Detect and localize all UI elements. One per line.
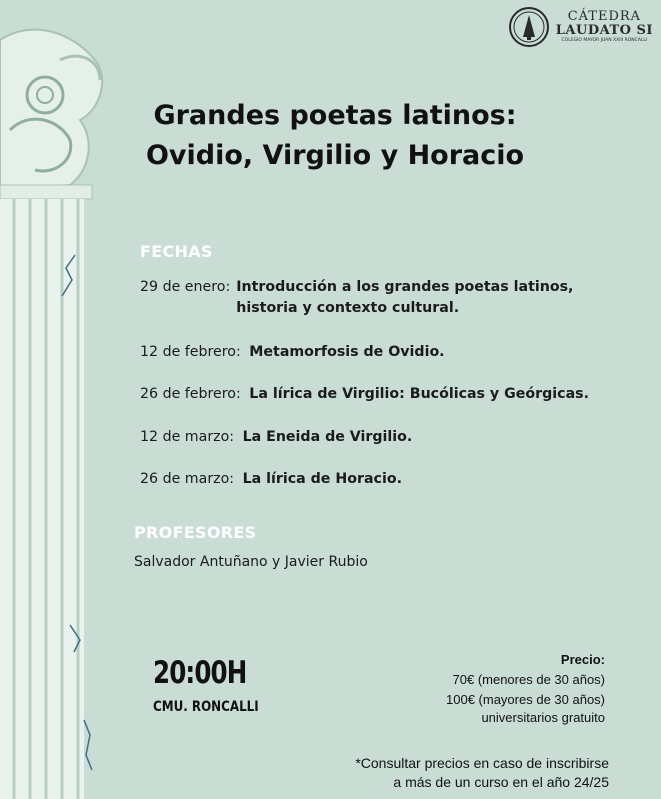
logo-line-1: CÁTEDRA <box>567 9 642 24</box>
pricing-note <box>355 754 609 792</box>
session-topic: Metamorfosis de Ovidio. <box>249 344 445 360</box>
price-line: universitarios gratuito <box>481 710 605 725</box>
price-line: 70€ (menores de 30 años) <box>452 672 605 687</box>
session-topic: La lírica de Virgilio: Bucólicas y Geórgicas. <box>249 386 589 402</box>
session-date: 12 de marzo: <box>140 429 235 445</box>
profesores-names: Salvador Antuñano y Javier Rubio <box>134 554 368 570</box>
session-date: 26 de febrero: <box>140 386 241 402</box>
column-illustration <box>0 0 120 799</box>
event-time: 20:00H <box>153 655 247 691</box>
title-line-2: Ovidio, Virgilio y Horacio <box>145 140 525 171</box>
price-line: 100€ (mayores de 30 años) <box>446 692 605 707</box>
session-topic: La Eneida de Virgilio. <box>242 429 413 445</box>
session-date: 12 de febrero: <box>140 344 241 360</box>
session-topic: Introducción a los grandes poetas latinos, historia y contexto cultural. <box>236 279 574 316</box>
logo-line-3: COLEGIO MAYOR JUAN XXIII RONCALLI <box>561 38 648 43</box>
logo-line-2: LAUDATO SI <box>555 23 653 38</box>
session-topic: La lírica de Horacio. <box>242 471 402 487</box>
session-row <box>140 384 635 405</box>
note-line: *Consultar precios en caso de inscribirse <box>355 755 609 771</box>
title-line-1: Grandes poetas latinos: <box>153 100 517 131</box>
catedra-logo <box>508 6 653 48</box>
note-line: a más de un curso en el año 24/25 <box>393 774 609 790</box>
session-date: 26 de marzo: <box>140 471 235 487</box>
profesores-heading: PROFESORES <box>134 523 257 542</box>
session-row <box>140 342 635 363</box>
seal-icon <box>508 6 550 48</box>
page-title <box>110 96 560 176</box>
session-row <box>140 277 635 319</box>
session-row <box>140 427 635 448</box>
price-block <box>446 650 605 728</box>
event-venue: CMU. RONCALLI <box>153 699 259 715</box>
price-heading: Precio: <box>560 652 605 667</box>
session-date: 29 de enero: <box>140 279 231 295</box>
session-row <box>140 469 635 490</box>
fechas-heading: FECHAS <box>140 242 213 261</box>
